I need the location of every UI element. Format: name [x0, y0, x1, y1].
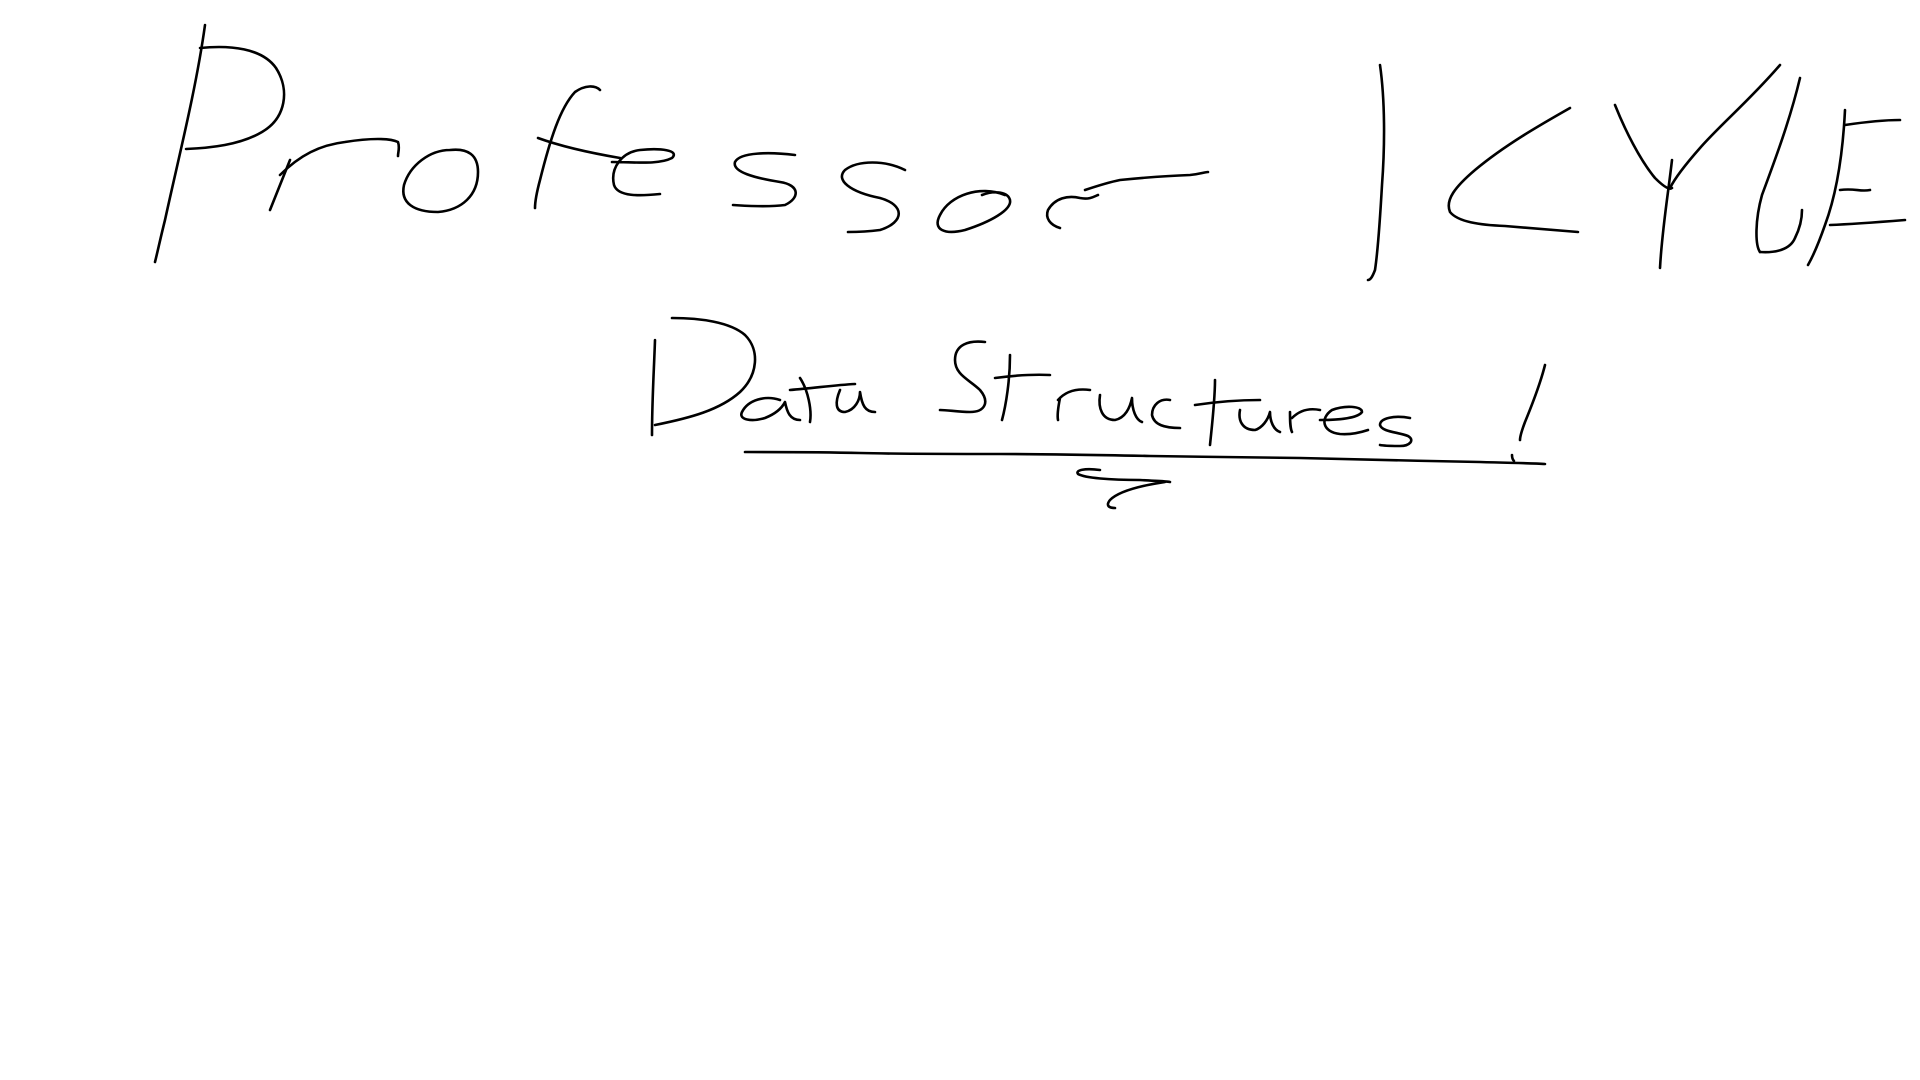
- stroke-o-loop: [403, 150, 478, 212]
- stroke-f-cross: [538, 138, 620, 158]
- handwritten-word-kyle: [1368, 65, 1905, 280]
- stroke-r2: [1047, 195, 1098, 228]
- stroke-k-chevron: [1449, 108, 1578, 232]
- stroke-t3-cross: [1195, 400, 1260, 405]
- stroke-p-bowl: [186, 47, 284, 149]
- stroke-l-stem: [1756, 78, 1800, 252]
- stroke-y-right: [1670, 65, 1780, 188]
- stroke-t1: [800, 378, 811, 422]
- stroke-d-bowl: [655, 318, 755, 425]
- stroke-exclamation: [1520, 365, 1545, 440]
- stroke-t2-cross: [995, 375, 1050, 378]
- stroke-k-stem: [1368, 65, 1384, 280]
- stroke-a1: [741, 398, 800, 420]
- stroke-o2-loop: [938, 191, 1011, 232]
- stroke-d-stem: [652, 340, 655, 435]
- stroke-s1: [733, 153, 796, 206]
- handwritten-word-data-structures: [652, 318, 1545, 508]
- stroke-e-top: [1845, 120, 1900, 125]
- stroke-e-curve: [612, 149, 674, 195]
- stroke-e2: [1320, 407, 1368, 434]
- stroke-small-mark: [1077, 469, 1170, 508]
- stroke-r4: [1290, 409, 1320, 432]
- stroke-r-arm: [280, 139, 399, 175]
- stroke-l-foot: [1760, 210, 1802, 252]
- stroke-big-s: [940, 342, 985, 412]
- stroke-r2-arm: [1085, 172, 1208, 190]
- stroke-e-stem: [1808, 110, 1845, 265]
- stroke-t3: [1210, 380, 1215, 445]
- stroke-s3: [1380, 417, 1411, 446]
- stroke-u1: [1100, 395, 1142, 422]
- stroke-t1-cross: [790, 384, 855, 390]
- stroke-y-left: [1615, 105, 1672, 189]
- stroke-a2: [837, 390, 875, 412]
- stroke-e-mid: [1840, 189, 1870, 190]
- stroke-p-stem: [155, 25, 205, 262]
- stroke-e-bottom: [1830, 220, 1905, 225]
- stroke-c: [1152, 400, 1180, 428]
- handwritten-word-professor: [155, 25, 1208, 262]
- stroke-u2: [1240, 410, 1280, 432]
- stroke-underline: [745, 452, 1545, 464]
- stroke-exclamation-dot: [1512, 455, 1514, 461]
- stroke-y-stem: [1660, 160, 1672, 268]
- stroke-s2: [842, 163, 905, 233]
- stroke-r3: [1058, 389, 1090, 420]
- stroke-t2: [1002, 355, 1010, 420]
